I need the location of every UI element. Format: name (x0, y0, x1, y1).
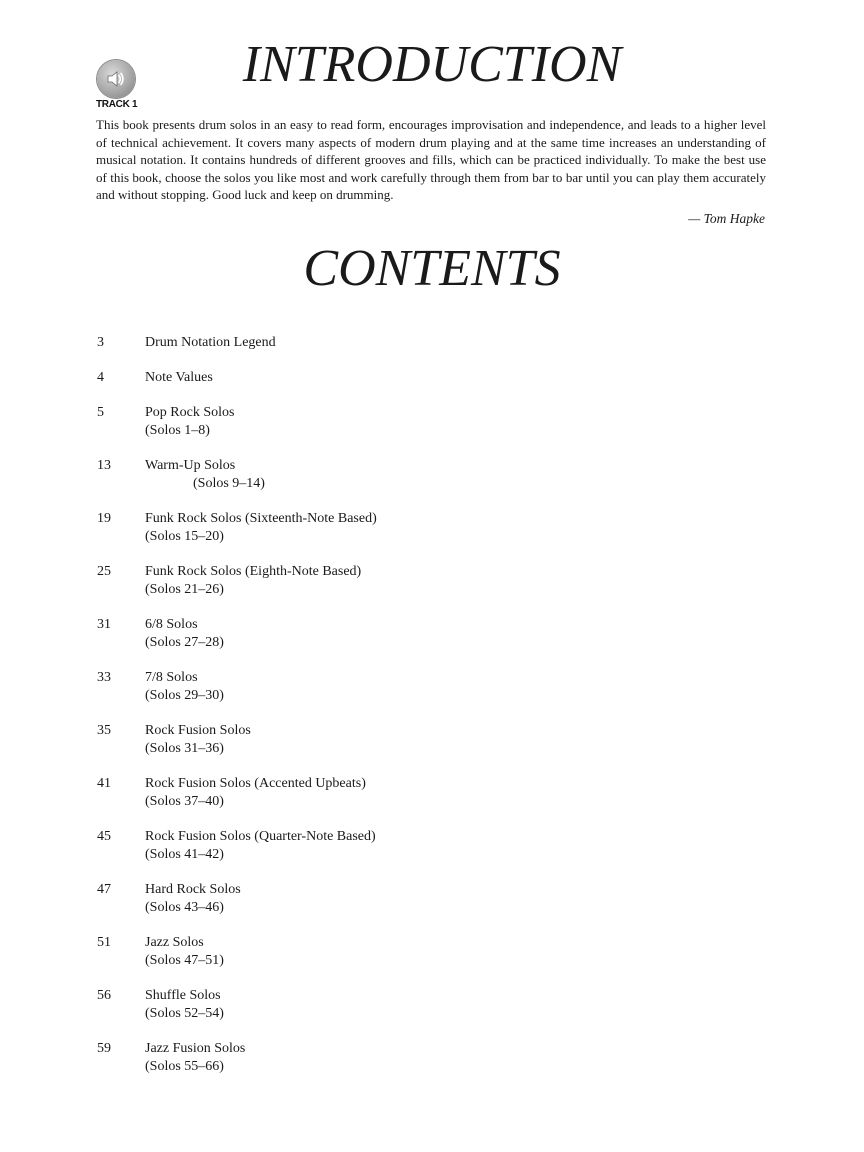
table-of-contents (96, 334, 696, 1093)
toc-solo-range: (Solos 9–14) (193, 475, 265, 491)
toc-solo-range: (Solos 55–66) (145, 1058, 224, 1074)
toc-entry[interactable] (96, 510, 696, 563)
contents-title: CONTENTS (303, 240, 561, 297)
toc-entry[interactable] (96, 828, 696, 881)
toc-title: Warm-Up Solos (145, 458, 236, 473)
toc-page-number: 13 (97, 458, 111, 473)
toc-page-number: 47 (97, 882, 111, 897)
toc-entry[interactable] (96, 669, 696, 722)
toc-page-number: 33 (97, 670, 111, 685)
toc-entry[interactable] (96, 722, 696, 775)
toc-page-number: 19 (97, 511, 111, 526)
toc-entry[interactable] (96, 1040, 696, 1093)
author-signature: — Tom Hapke (688, 211, 765, 226)
introduction-title: INTRODUCTION (242, 36, 622, 93)
toc-title: Note Values (145, 370, 213, 385)
toc-page-number: 41 (97, 776, 111, 791)
toc-page-number: 4 (97, 370, 104, 385)
toc-page-number: 59 (97, 1041, 111, 1056)
toc-entry[interactable] (96, 881, 696, 934)
toc-title: 6/8 Solos (145, 617, 198, 632)
toc-solo-range: (Solos 52–54) (145, 1005, 224, 1021)
toc-title: Funk Rock Solos (Eighth-Note Based) (145, 564, 362, 579)
toc-title: Shuffle Solos (145, 988, 221, 1003)
toc-page-number: 51 (97, 935, 111, 950)
toc-title: 7/8 Solos (145, 670, 198, 685)
toc-title: Jazz Fusion Solos (145, 1041, 246, 1056)
toc-entry[interactable] (96, 457, 696, 510)
toc-solo-range: (Solos 21–26) (145, 581, 224, 597)
toc-title: Drum Notation Legend (145, 335, 276, 350)
toc-entry[interactable] (96, 369, 696, 404)
toc-title: Rock Fusion Solos (145, 723, 251, 738)
toc-solo-range: (Solos 1–8) (145, 422, 210, 438)
toc-entry[interactable] (96, 934, 696, 987)
toc-page-number: 3 (97, 335, 104, 350)
toc-entry[interactable] (96, 334, 696, 369)
toc-solo-range: (Solos 29–30) (145, 687, 224, 703)
toc-solo-range: (Solos 31–36) (145, 740, 224, 756)
toc-entry[interactable] (96, 616, 696, 669)
toc-solo-range: (Solos 27–28) (145, 634, 224, 650)
toc-page-number: 45 (97, 829, 111, 844)
toc-title: Pop Rock Solos (145, 405, 235, 420)
toc-solo-range: (Solos 47–51) (145, 952, 224, 968)
toc-solo-range: (Solos 43–46) (145, 899, 224, 915)
toc-title: Funk Rock Solos (Sixteenth-Note Based) (145, 511, 377, 526)
toc-title: Jazz Solos (145, 935, 204, 950)
toc-page-number: 31 (97, 617, 111, 632)
toc-entry[interactable] (96, 775, 696, 828)
toc-page-number: 56 (97, 988, 111, 1003)
toc-entry[interactable] (96, 563, 696, 616)
toc-title: Rock Fusion Solos (Accented Upbeats) (145, 776, 366, 791)
toc-page-number: 5 (97, 405, 104, 420)
toc-page-number: 25 (97, 564, 111, 579)
introduction-body: This book presents drum solos in an easy to read form, encourages improvisation and independence, and leads to a higher level of technical achievement. It covers many aspects of modern drum playing and at the same time increases an understanding of musical notation. It contains hundreds of different grooves and fills, which can be practiced individually. To make the best use of this book, choose the solos you like most and work carefully through them from bar to bar until you can play them accurately and without stopping. Good luck and keep on drumming. (96, 117, 766, 202)
toc-title: Hard Rock Solos (145, 882, 241, 897)
toc-solo-range: (Solos 41–42) (145, 846, 224, 862)
toc-entry[interactable] (96, 987, 696, 1040)
toc-title: Rock Fusion Solos (Quarter-Note Based) (145, 829, 376, 844)
toc-solo-range: (Solos 15–20) (145, 528, 224, 544)
track-label: TRACK 1 (96, 99, 138, 110)
toc-page-number: 35 (97, 723, 111, 738)
toc-entry[interactable] (96, 404, 696, 457)
toc-solo-range: (Solos 37–40) (145, 793, 224, 809)
